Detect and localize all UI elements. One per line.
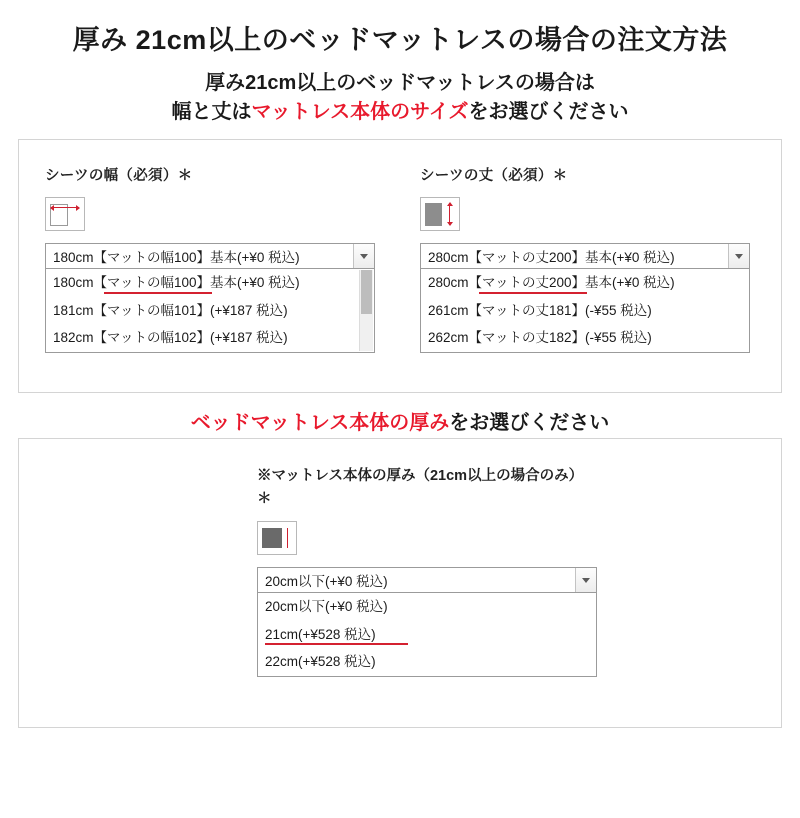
- length-select-value: 280cm【マットの丈200】基本(+¥0 税込): [428, 250, 675, 265]
- length-option-1: 261cm【マットの丈181】(-¥55 税込): [428, 302, 652, 318]
- intro-line-2-suffix: をお選びください: [468, 101, 629, 123]
- page-title: 厚み 21cm以上のベッドマットレスの場合の注文方法: [72, 25, 728, 55]
- length-dropdown-list[interactable]: [420, 269, 750, 353]
- width-option-0: 180cm【マットの幅100】基本(+¥0 税込): [53, 275, 300, 290]
- list-item[interactable]: [46, 297, 374, 325]
- length-option-2: 262cm【マットの丈182】(-¥55 税込): [428, 330, 652, 345]
- list-item[interactable]: [421, 269, 749, 297]
- mattress-thickness-icon: [257, 521, 297, 555]
- scrollbar-thumb[interactable]: [361, 270, 372, 314]
- thickness-heading-highlight: ベッドマットレス本体の厚み: [190, 412, 450, 434]
- thickness-option-0: 20cm以下(+¥0 税込): [265, 599, 388, 615]
- thickness-field-label: ※マットレス本体の厚み（21cm以上の場合のみ）＊: [257, 468, 584, 508]
- thickness-select[interactable]: [257, 567, 597, 593]
- thickness-select-value: 20cm以下(+¥0 税込): [265, 574, 388, 590]
- list-item[interactable]: [258, 593, 596, 621]
- highlight-underline: [265, 643, 408, 645]
- intro-text: [18, 69, 782, 127]
- intro-line-2-prefix: 幅と丈は: [171, 101, 252, 123]
- dropdown-scrollbar[interactable]: [359, 270, 373, 351]
- width-option-1: 181cm【マットの幅101】(+¥187 税込): [53, 302, 288, 318]
- highlight-underline: [479, 292, 587, 294]
- thickness-section-heading: [18, 409, 782, 438]
- width-select-value: 180cm【マットの幅100】基本(+¥0 税込): [53, 250, 300, 265]
- list-item[interactable]: [46, 324, 374, 352]
- intro-line-2: [18, 98, 782, 127]
- intro-line-1: 厚み21cm以上のベッドマットレスの場合は: [205, 72, 595, 94]
- length-option-0: 280cm【マットの丈200】基本(+¥0 税込): [428, 275, 675, 290]
- mattress-width-icon: [45, 197, 85, 231]
- width-field-group: [45, 164, 400, 392]
- mattress-length-icon: [420, 197, 460, 231]
- size-selection-panel: [18, 139, 782, 393]
- thickness-option-1: 21cm(+¥528 税込): [265, 626, 376, 642]
- page-root: [0, 18, 800, 818]
- thickness-dropdown-list[interactable]: [257, 593, 597, 677]
- highlight-underline: [104, 292, 212, 294]
- list-item[interactable]: [258, 621, 596, 649]
- chevron-down-icon[interactable]: [353, 244, 374, 268]
- thickness-field-group: [257, 465, 597, 677]
- intro-line-2-highlight: マットレス本体のサイズ: [251, 101, 469, 123]
- chevron-down-icon[interactable]: [575, 568, 596, 592]
- list-item[interactable]: [421, 324, 749, 352]
- length-field-label: シーツの丈（必須）＊: [420, 168, 568, 184]
- list-item[interactable]: [46, 269, 374, 297]
- width-field-label: シーツの幅（必須）＊: [45, 168, 193, 184]
- thickness-heading-suffix: をお選びください: [449, 412, 610, 434]
- thickness-option-2: 22cm(+¥528 税込): [265, 654, 376, 670]
- list-item[interactable]: [258, 648, 596, 676]
- thickness-selection-panel: [18, 438, 782, 728]
- width-option-2: 182cm【マットの幅102】(+¥187 税込): [53, 330, 288, 345]
- chevron-down-icon[interactable]: [728, 244, 749, 268]
- length-field-group: [400, 164, 755, 392]
- list-item[interactable]: [421, 297, 749, 325]
- length-select[interactable]: [420, 243, 750, 269]
- width-select[interactable]: [45, 243, 375, 269]
- width-dropdown-list[interactable]: [45, 269, 375, 353]
